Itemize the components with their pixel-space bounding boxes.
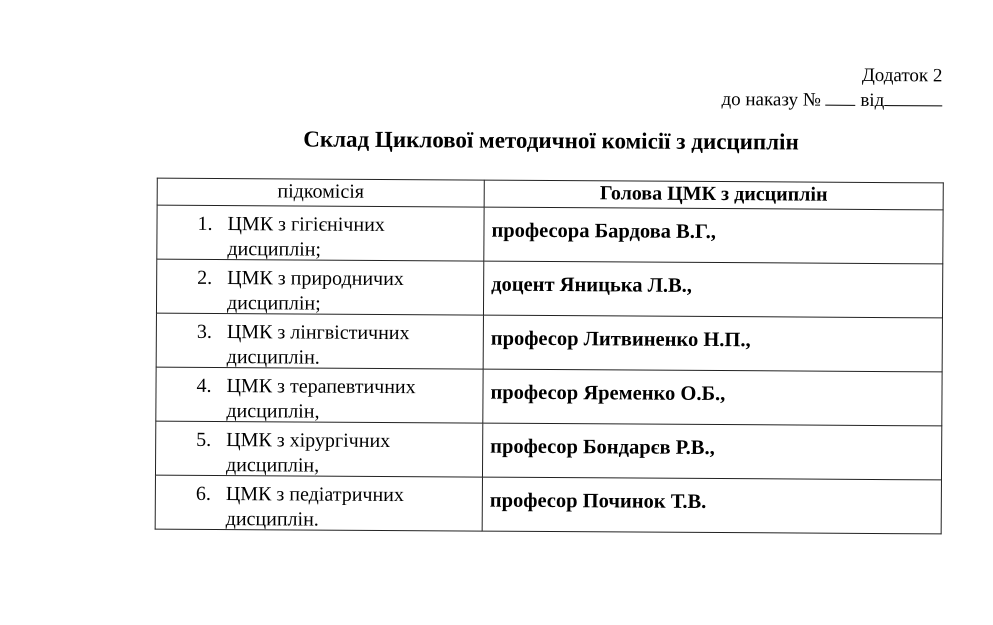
row-number: 4. <box>196 374 212 397</box>
row-number: 6. <box>195 482 211 505</box>
subcommission-name: ЦМК з лінгвістичних дисциплін. <box>226 321 410 369</box>
head-name: професор Литвиненко Н.П., <box>490 327 751 352</box>
table-row <box>155 421 941 480</box>
table-row <box>156 313 942 372</box>
subcommission-name: ЦМК з природничих дисциплін; <box>226 267 404 315</box>
head-cell <box>484 207 943 264</box>
subcommission-name: ЦМК з хірургічних дисциплін, <box>225 429 391 477</box>
order-reference <box>721 87 942 113</box>
subcommission-name: ЦМК з педіатричних дисциплін. <box>225 483 404 531</box>
head-name: професор Починок Т.В. <box>489 489 707 513</box>
subcommission-cell <box>156 313 483 369</box>
table-row <box>155 475 941 534</box>
order-number-blank <box>826 88 856 106</box>
subcommission-cell <box>155 421 482 477</box>
table-row <box>156 367 942 426</box>
column-header-head: Голова ЦМК з дисциплін <box>484 180 943 210</box>
head-name: професор Бондарєв Р.В., <box>490 435 715 460</box>
table-row <box>157 205 943 264</box>
head-cell <box>482 477 941 534</box>
page-title: Склад Циклової методичної комісії з дисциплін <box>303 126 799 155</box>
row-number: 2. <box>197 266 213 289</box>
table-row <box>156 259 942 318</box>
head-cell <box>483 315 942 372</box>
column-header-subcommission: підкомісія <box>157 178 484 207</box>
head-cell <box>482 423 941 480</box>
head-name: доцент Яницька Л.В., <box>491 273 693 297</box>
order-prefix: до наказу № <box>721 89 821 111</box>
head-name: професор Яременко О.Б., <box>490 381 726 406</box>
subcommission-name: ЦМК з гігієнічних дисциплін; <box>227 213 385 261</box>
subcommission-name: ЦМК з терапевтичних дисциплін, <box>226 375 416 423</box>
row-number: 3. <box>196 320 212 343</box>
annex-block <box>721 63 942 113</box>
order-date-blank <box>884 88 942 106</box>
subcommission-cell <box>156 367 483 423</box>
row-number: 5. <box>196 428 212 451</box>
head-name: професора Бардова В.Г., <box>491 219 716 244</box>
commission-table <box>155 178 944 535</box>
subcommission-cell <box>156 259 483 315</box>
order-from: від <box>860 89 885 112</box>
annex-title: Додаток 2 <box>861 64 943 87</box>
subcommission-cell <box>155 475 482 531</box>
subcommission-cell <box>157 205 484 261</box>
row-number: 1. <box>197 212 213 235</box>
head-cell <box>483 369 942 426</box>
head-cell <box>483 261 942 318</box>
